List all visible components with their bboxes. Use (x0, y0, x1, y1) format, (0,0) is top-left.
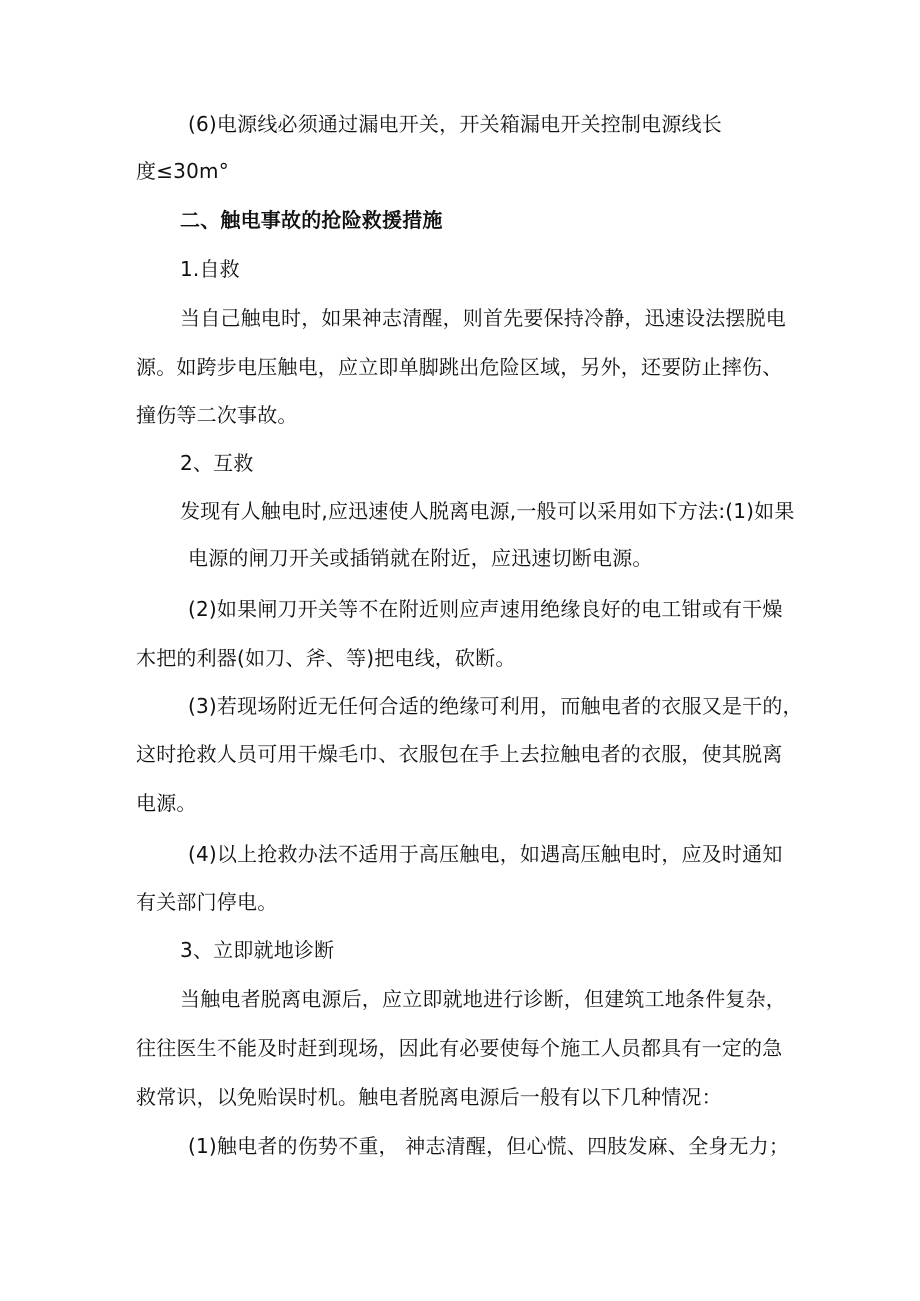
paragraph-mutual-rescue-line-2: 电源的闸刀开关或插销就在附近，应迅速切断电源。 (188, 546, 653, 570)
paragraph-diagnosis-line-3: 救常识，以免贻误时机。触电者脱离电源后一般有以下几种情况： (136, 1085, 722, 1109)
paragraph-item-3-line-1: (3)若现场附近无任何合适的绝缘可利用，而触电者的衣服又是干的， (188, 694, 803, 718)
paragraph-item-2-line-2: 木把的利器(如刀、斧、等)把电线，砍断。 (136, 646, 516, 670)
subheading-immediate-diagnosis: 3、立即就地诊断 (180, 938, 335, 962)
subheading-mutual-rescue: 2、互救 (180, 451, 254, 475)
paragraph-mutual-rescue-line-1: 发现有人触电时,应迅速使人脱离电源,一般可以采用如下方法:(1)如果 (180, 499, 795, 523)
paragraph-item-6-line-1: (6)电源线必须通过漏电开关，开关箱漏电开关控制电源线长 (188, 112, 722, 136)
paragraph-item-3-line-3: 电源。 (136, 791, 197, 815)
paragraph-self-rescue-line-3: 撞伤等二次事故。 (136, 403, 298, 427)
paragraph-diagnosis-line-1: 当触电者脱离电源后，应立即就地进行诊断，但建筑工地条件复杂， (180, 987, 786, 1011)
paragraph-condition-1-line-1: (1)触电者的伤势不重， 神志清醒，但心慌、四肢发麻、全身无力； (188, 1134, 790, 1158)
paragraph-item-4-line-1: (4)以上抢救办法不适用于高压触电，如遇高压触电时，应及时通知 (188, 842, 783, 866)
paragraph-item-3-line-2: 这时抢救人员可用干燥毛巾、衣服包在手上去拉触电者的衣服，使其脱离 (136, 742, 783, 766)
paragraph-item-4-line-2: 有关部门停电。 (136, 890, 278, 914)
paragraph-self-rescue-line-1: 当自己触电时，如果神志清醒，则首先要保持冷静，迅速设法摆脱电 (180, 306, 786, 330)
paragraph-diagnosis-line-2: 往往医生不能及时赶到现场，因此有必要使每个施工人员都具有一定的急 (136, 1036, 783, 1060)
subheading-self-rescue: 1.自救 (180, 257, 240, 281)
paragraph-item-6-line-2: 度≤30m° (136, 159, 229, 183)
paragraph-item-2-line-1: (2)如果闸刀开关等不在附近则应声速用绝缘良好的电工钳或有干燥 (188, 597, 783, 621)
section-heading-rescue-measures: 二、触电事故的抢险救援措施 (180, 208, 443, 232)
paragraph-self-rescue-line-2: 源。如跨步电压触电，应立即单脚跳出危险区域，另外，还要防止摔伤、 (136, 355, 783, 379)
